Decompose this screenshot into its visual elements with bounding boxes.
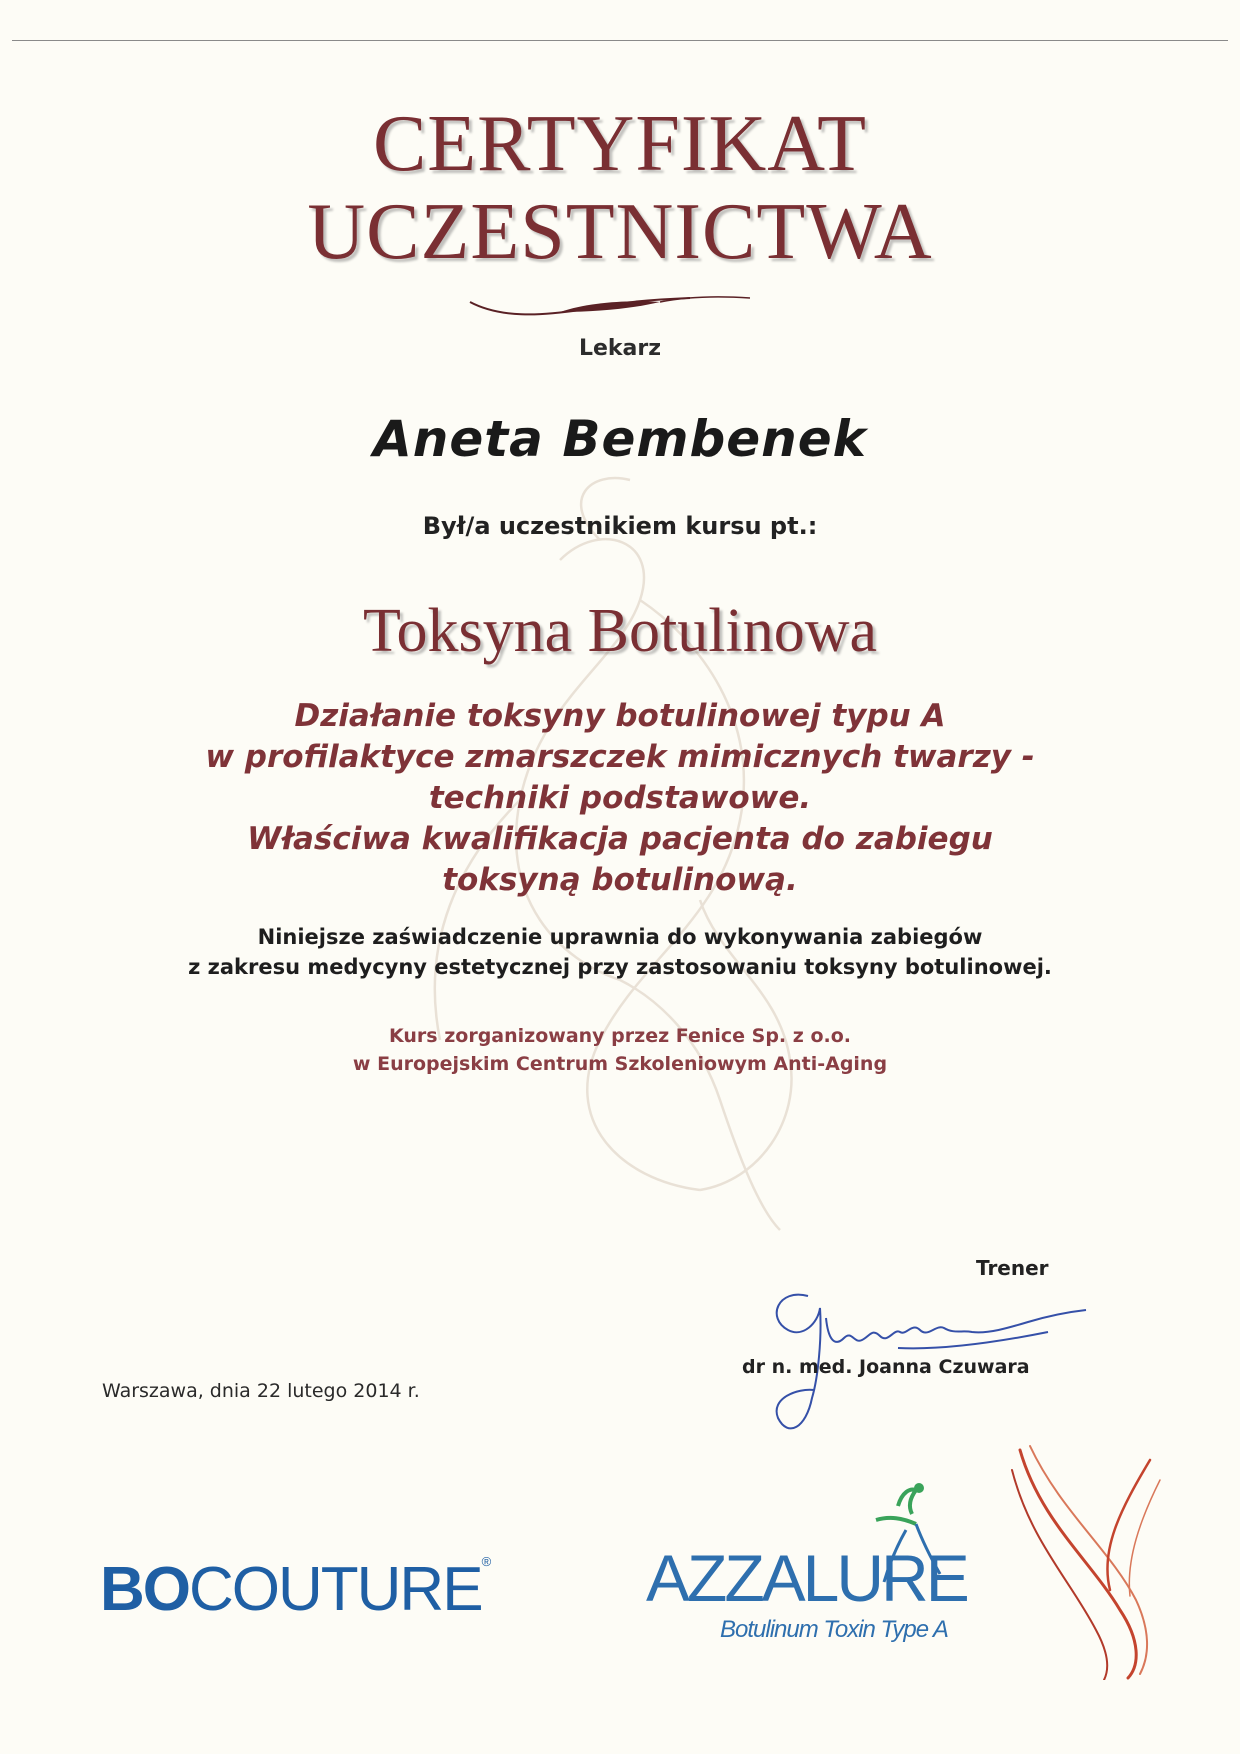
course-description-line: techniki podstawowe. xyxy=(428,780,812,816)
organizer-line: Kurs zorganizowany przez Fenice Sp. z o.o. xyxy=(389,1025,851,1047)
decorative-swoosh-icon xyxy=(1000,1440,1180,1680)
recipient-name: Aneta Bembenek xyxy=(373,410,867,468)
certificate-title-line2: UCZESTNICTWA xyxy=(307,188,933,276)
title-flourish-icon xyxy=(460,288,760,328)
notice-line: Niniejsze zaświadczenie uprawnia do wykonywania zabiegów xyxy=(257,925,983,949)
course-description-line: Właściwa kwalifikacja pacjenta do zabiegu xyxy=(247,821,993,857)
organizer-line: w Europejskim Centrum Szkoleniowym Anti-Aging xyxy=(352,1053,888,1075)
azzalure-wordmark: AZZALURE xyxy=(646,1541,967,1615)
trainer-label: Trener xyxy=(976,1256,1049,1280)
place-and-date: Warszawa, dnia 22 lutego 2014 r. xyxy=(102,1380,420,1402)
course-title: Toksyna Botulinowa xyxy=(362,597,877,665)
trainer-name: dr n. med. Joanna Czuwara xyxy=(742,1356,1030,1378)
azzalure-logo xyxy=(640,1480,967,1660)
certificate-title-line1: CERTYFIKAT xyxy=(372,100,868,188)
course-description-line: toksyną botulinową. xyxy=(442,862,798,898)
registered-mark: ® xyxy=(481,1554,492,1569)
bocouture-logo xyxy=(100,1554,491,1625)
notice-line: z zakresu medycyny estetycznej przy zastosowaniu toksyny botulinowej. xyxy=(188,955,1052,979)
entitlement-notice xyxy=(0,922,1240,982)
course-description-line: Działanie toksyny botulinowej typu A xyxy=(294,698,946,734)
course-description-line: w profilaktyce zmarszczek mimicznych twarzy - xyxy=(205,739,1035,775)
course-description xyxy=(0,696,1240,901)
bocouture-logo-bold: BO xyxy=(100,1555,189,1624)
participant-statement: Był/a uczestnikiem kursu pt.: xyxy=(422,512,818,540)
azzalure-subtitle: Botulinum Toxin Type A xyxy=(720,1616,948,1643)
recipient-role: Lekarz xyxy=(578,336,662,361)
organizer-info xyxy=(0,1022,1240,1078)
bocouture-logo-rest: COUTURE xyxy=(189,1555,482,1624)
